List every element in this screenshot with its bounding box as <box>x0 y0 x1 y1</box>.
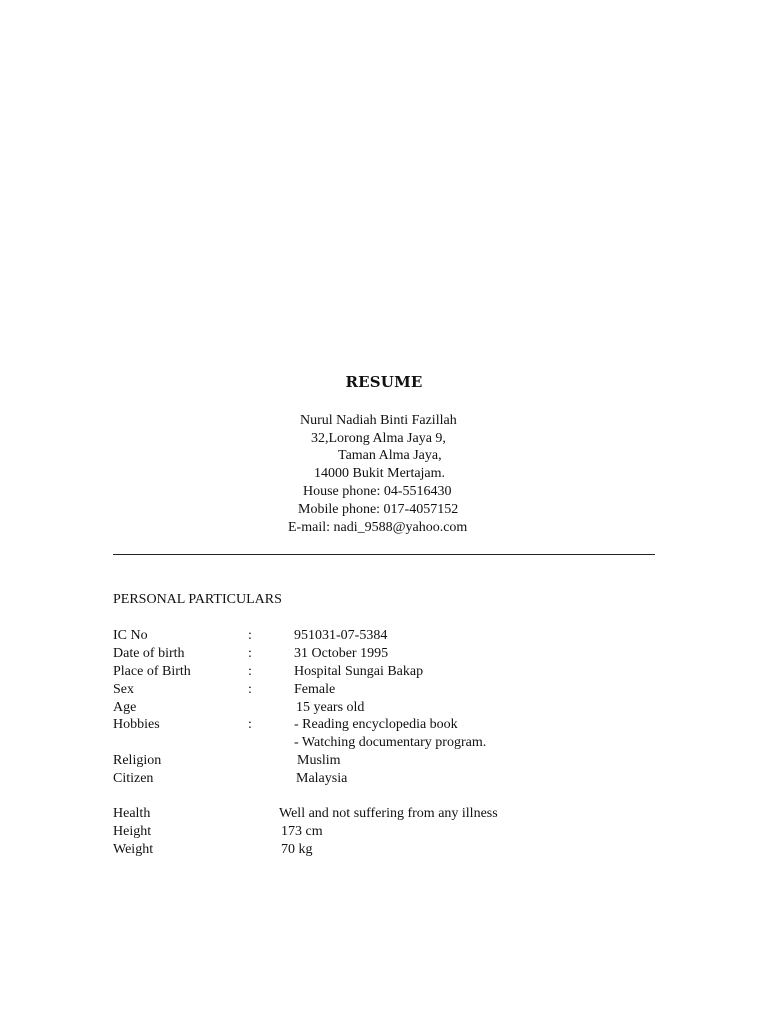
horizontal-divider <box>113 554 655 555</box>
row-value: Female <box>294 682 336 697</box>
particular-row-place-of-birth <box>0 664 768 682</box>
row-label: Hobbies <box>113 717 160 732</box>
email: E-mail: nadi_9588@yahoo.com <box>288 520 468 535</box>
particular-row-hobbies <box>0 717 768 735</box>
row-colon: : <box>248 628 252 643</box>
address-line-2: Taman Alma Jaya, <box>338 448 442 463</box>
particular-row-age <box>0 700 768 718</box>
row-value: Malaysia <box>296 771 348 786</box>
particular-row-religion <box>0 753 768 771</box>
row-colon: : <box>248 717 252 732</box>
particular-row-citizen <box>0 771 768 789</box>
row-colon: : <box>248 664 252 679</box>
particular-row-height <box>0 824 768 842</box>
particular-row-sex <box>0 682 768 700</box>
particular-row-ic-no <box>0 628 768 646</box>
contact-name: Nurul Nadiah Binti Fazillah <box>300 413 457 428</box>
section-heading-personal-particulars: PERSONAL PARTICULARS <box>113 592 282 607</box>
row-value: - Watching documentary program. <box>294 735 487 750</box>
particular-row-hobbies-continued <box>0 735 768 753</box>
row-value: Muslim <box>297 753 341 768</box>
row-label: Place of Birth <box>113 664 191 679</box>
row-label: Age <box>113 700 137 715</box>
row-label: Religion <box>113 753 162 768</box>
row-value: 173 cm <box>281 824 323 839</box>
row-label: IC No <box>113 628 148 643</box>
row-value: 70 kg <box>281 842 313 857</box>
row-colon: : <box>248 646 252 661</box>
resume-title: RESUME <box>345 373 423 391</box>
row-colon: : <box>248 682 252 697</box>
row-value: 951031-07-5384 <box>294 628 388 643</box>
row-label: Weight <box>113 842 154 857</box>
row-label: Health <box>113 806 151 821</box>
particular-row-date-of-birth <box>0 646 768 664</box>
row-value: - Reading encyclopedia book <box>294 717 458 732</box>
house-phone: House phone: 04-5516430 <box>303 484 452 499</box>
row-label: Sex <box>113 682 134 697</box>
particular-row-health <box>0 806 768 824</box>
row-label: Date of birth <box>113 646 185 661</box>
row-value: 15 years old <box>296 700 365 715</box>
mobile-phone: Mobile phone: 017-4057152 <box>298 502 459 517</box>
row-value: 31 October 1995 <box>294 646 389 661</box>
row-value: Well and not suffering from any illness <box>279 806 498 821</box>
row-value: Hospital Sungai Bakap <box>294 664 424 679</box>
address-line-3: 14000 Bukit Mertajam. <box>314 466 446 481</box>
row-label: Citizen <box>113 771 154 786</box>
address-line-1: 32,Lorong Alma Jaya 9, <box>311 431 446 446</box>
particular-row-weight <box>0 842 768 860</box>
row-label: Height <box>113 824 152 839</box>
